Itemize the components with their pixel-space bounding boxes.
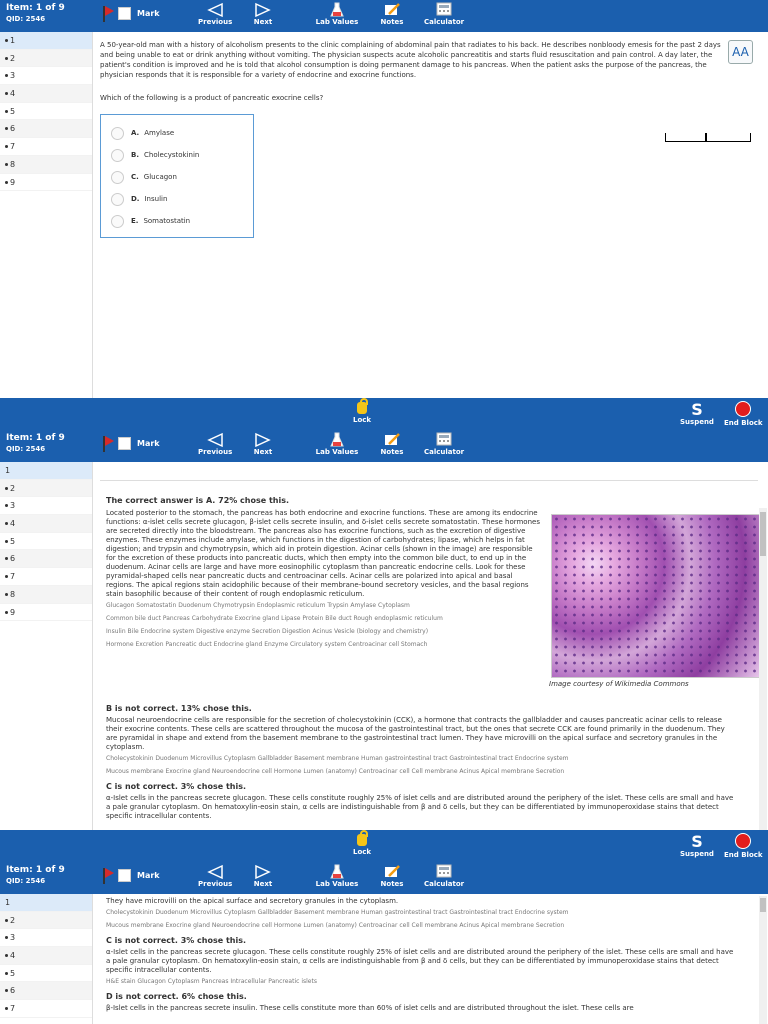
bullet-icon <box>5 504 8 507</box>
topic-tags[interactable]: H&E stain Glucagon Cytoplasm Pancreas Intracellular Pancreatic islets <box>106 978 317 985</box>
bottom-toolbar <box>0 830 768 862</box>
c-heading: C is not correct. 3% chose this. <box>106 782 247 791</box>
calculator-icon <box>435 2 453 18</box>
lock-label: Lock <box>353 416 372 424</box>
mark-toggle[interactable] <box>100 4 160 22</box>
bullet-icon <box>5 557 8 560</box>
lab-values-button[interactable] <box>315 432 359 456</box>
nav-item-label: 2 <box>10 53 16 63</box>
nav-item-5[interactable] <box>0 533 92 551</box>
nav-item-label: 3 <box>10 933 16 943</box>
answer-b[interactable] <box>111 144 253 166</box>
answer-letter: E. <box>131 217 139 225</box>
next-button[interactable] <box>250 864 276 888</box>
previous-label: Previous <box>198 880 233 888</box>
radio-button[interactable] <box>111 193 124 206</box>
topic-tags[interactable]: Glucagon Somatostatin Duodenum Chymotrypsin Endoplasmic reticulum Trypsin Amylase Cytoplasm <box>106 602 410 609</box>
lock-icon <box>357 834 367 846</box>
answer-letter: D. <box>131 195 140 203</box>
bullet-icon <box>5 954 8 957</box>
question-frame <box>0 0 768 398</box>
previous-button[interactable] <box>198 432 232 456</box>
image-caption: Image courtesy of Wikimedia Commons <box>549 680 689 688</box>
flask-icon <box>329 864 345 880</box>
notes-icon <box>383 2 401 18</box>
next-label: Next <box>253 448 273 456</box>
nav-item-label: 6 <box>10 124 16 134</box>
explanation-correct <box>106 496 542 651</box>
question-stem: Which of the following is a product of pancreatic exocrine cells? <box>100 94 324 102</box>
bullet-icon <box>5 611 8 614</box>
nav-item-label: 4 <box>10 89 16 99</box>
calculator-button[interactable] <box>424 2 464 26</box>
suspend-label: Suspend <box>680 850 714 858</box>
answer-letter: A. <box>131 129 140 137</box>
question-nav-sidebar <box>0 894 93 1024</box>
bullet-icon <box>5 919 8 922</box>
previous-label: Previous <box>198 18 233 26</box>
bullet-icon <box>5 39 8 42</box>
c-explanation: α-Islet cells in the pancreas secrete glucagon. These cells constitute roughly 25% of islet cells and are distributed around the periphery of the islet. These cells are small and have a pale granular cytoplasm. On hematoxylin-eosin stain, α cells are indistinguishable from β and δ cells, but they can be differentiated by immunoperoxidase stains that detect specific intracellular contents. <box>106 794 734 820</box>
nav-item-6[interactable] <box>0 120 92 138</box>
previous-label: Previous <box>198 448 233 456</box>
bullet-icon <box>5 487 8 490</box>
mark-toggle[interactable] <box>100 866 160 884</box>
bullet-icon <box>5 540 8 543</box>
top-toolbar <box>0 430 768 462</box>
mark-checkbox[interactable] <box>118 437 131 450</box>
nav-item-8[interactable] <box>0 586 92 604</box>
bullet-icon <box>5 972 8 975</box>
top-toolbar <box>0 0 768 32</box>
mark-label: Mark <box>137 8 160 18</box>
nav-item-7[interactable] <box>0 568 92 586</box>
calculator-button[interactable] <box>424 432 464 456</box>
nav-item-2[interactable] <box>0 480 92 498</box>
nav-item-label: 7 <box>10 142 16 152</box>
nav-item-label: 9 <box>10 177 16 187</box>
histology-image <box>551 514 761 678</box>
radio-button[interactable] <box>111 171 124 184</box>
mark-label: Mark <box>137 438 160 448</box>
answer-c[interactable] <box>111 166 253 188</box>
correct-heading: The correct answer is A. 72% chose this. <box>106 496 290 505</box>
nav-item-1[interactable] <box>0 32 92 50</box>
nav-item-label: 1 <box>5 466 11 475</box>
nav-item-3[interactable] <box>0 67 92 85</box>
explanation-incorrect <box>106 704 736 821</box>
bullet-icon <box>5 181 8 184</box>
previous-arrow-icon <box>206 2 224 18</box>
topic-tags[interactable]: Common bile duct Pancreas Carbohydrate Exocrine gland Lipase Protein Bile duct Rough endoplasmic reticulum <box>106 615 443 622</box>
topic-tags[interactable]: Mucous membrane Exocrine gland Neuroendocrine cell Hormone Lumen (anatomy) Centroacinar cell Cell membrane Acinus Apical membrane Secretion <box>106 768 565 775</box>
radio-button[interactable] <box>111 215 124 228</box>
question-vignette: A 50-year-old man with a history of alcoholism presents to the clinic complaining of abdominal pain that radiates to his back. He describes nonbloody emesis for the past 2 days and being unable to eat or drink anything without vomiting. The physician suspects acute alcoholic pancreatitis and starts fluid resuscitation and pain control. A day later, the patient's condition is improved and he is told that alcohol consumption is doing permanent damage to his pancreas. When the patient asks the purpose of the pancreas, the physician responds that it is responsible for a variety of endocrine and exocrine functions. <box>100 41 721 79</box>
answer-a[interactable] <box>111 122 253 144</box>
suspend-button[interactable] <box>680 833 714 858</box>
nav-item-label: 8 <box>10 159 16 169</box>
explanation-scrollbar[interactable] <box>759 508 767 830</box>
qid-label: QID: 2546 <box>6 445 46 453</box>
bullet-icon <box>5 145 8 148</box>
nav-item-label: 1 <box>5 898 11 907</box>
nav-item-2[interactable] <box>0 50 92 68</box>
bullet-icon <box>5 127 8 130</box>
calculator-label: Calculator <box>424 448 465 456</box>
nav-item-label: 3 <box>10 71 16 81</box>
explanation-frame <box>0 430 768 830</box>
nav-item-label: 7 <box>10 1004 16 1014</box>
item-label: Item: 1 of 9 <box>6 3 65 13</box>
nav-item-5[interactable] <box>0 103 92 121</box>
explanation-continued <box>106 897 736 1013</box>
nav-item-label: 5 <box>10 536 16 546</box>
nav-item-label: 5 <box>10 968 16 978</box>
stop-icon <box>735 401 751 417</box>
nav-item-9[interactable] <box>0 174 92 192</box>
notes-label: Notes <box>380 448 404 456</box>
nav-item-5[interactable] <box>0 965 92 983</box>
next-button[interactable] <box>250 2 276 26</box>
end-block-button[interactable] <box>724 401 763 427</box>
lab-values-label: Lab Values <box>315 448 359 456</box>
divider <box>100 480 758 481</box>
lab-values-label: Lab Values <box>315 18 359 26</box>
top-toolbar <box>0 862 768 894</box>
item-counter <box>6 433 65 455</box>
nav-item-8[interactable] <box>0 156 92 174</box>
font-size-slider[interactable] <box>665 133 751 143</box>
notes-icon <box>383 432 401 448</box>
bottom-toolbar <box>0 398 768 430</box>
bullet-icon <box>5 593 8 596</box>
flag-icon <box>100 434 114 452</box>
flask-icon <box>329 2 345 18</box>
bullet-icon <box>5 74 8 77</box>
mark-label: Mark <box>137 870 160 880</box>
calculator-label: Calculator <box>424 880 465 888</box>
topic-tags[interactable]: Hormone Excretion Pancreatic duct Endocrine gland Enzyme Circulatory system Centroacinar cell Stomach <box>106 641 428 648</box>
d-explanation: β-Islet cells in the pancreas secrete insulin. These cells constitute more than 60% of islet cells and are distributed throughout the islet. These cells are <box>106 1004 634 1012</box>
calculator-icon <box>435 864 453 880</box>
lab-values-button[interactable] <box>315 864 359 888</box>
nav-item-label: 5 <box>10 106 16 116</box>
previous-button[interactable] <box>198 2 232 26</box>
nav-item-4[interactable] <box>0 947 92 965</box>
correct-explanation: Located posterior to the stomach, the pancreas has both endocrine and exocrine functions. These are among its endocrine functions: α-islet cells secrete glucagon, β-islet cells secrete insulin, and δ-islet cells secrete somatostatin. These hormones are secreted directly into the bloodstream. The pancreas also has exocrine functions, such as the excretion of digestive enzymes. These enzymes include amylase, which functions in the digestion of carbohydrates; lipase, which helps in fat digestion; and trypsin and chymotrypsin, which aid in protein digestion. Acinar cells (shown in the image) are responsible for the excretion of these products into pancreatic ducts, which then empty into the common bile duct, to end up in the duodenum. Acinar cells are large and have more eosinophilic cytoplasm than pancreatic endocrine cells. Look for these pyramidal-shaped cells near pancreatic ducts and centroacinar cells. Acinar cells are polarized into apical and basal regions. The apical regions stain acidophilic because of their membrane-bound secretory vesicles, and the basal regions stain basophilic because of their content of rough endoplasmic reticulum. <box>106 509 540 598</box>
bullet-icon <box>5 57 8 60</box>
notes-label: Notes <box>380 18 404 26</box>
font-size-toggle[interactable] <box>728 40 753 64</box>
topic-tags[interactable]: Mucous membrane Exocrine gland Neuroendocrine cell Hormone Lumen (anatomy) Centroacinar cell Cell membrane Acinus Apical membrane Secretion <box>106 922 565 929</box>
end-block-label: End Block <box>724 851 763 859</box>
b-explanation: Mucosal neuroendocrine cells are responsible for the secretion of cholecystokinin (CCK), a hormone that contracts the gallbladder and causes pancreatic acinar cells to release their exocrine contents. These cells are scattered throughout the mucosa of the gastrointestinal tract, but the ones that secrete CCK are found primarily in the duodenum. They are pyramidal in shape and extend from the basement membrane to the gastrointestinal tract lumen. They have microvilli on the apical surface and secretory granules in the cytoplasm. <box>106 716 725 751</box>
b-explanation-tail: They have microvilli on the apical surface and secretory granules in the cytoplasm. <box>106 897 399 905</box>
nav-item-4[interactable] <box>0 515 92 533</box>
answer-text: Amylase <box>144 129 175 137</box>
next-arrow-icon <box>254 2 272 18</box>
qid-label: QID: 2546 <box>6 15 46 23</box>
calculator-label: Calculator <box>424 18 465 26</box>
end-block-button[interactable] <box>724 833 763 859</box>
notes-label: Notes <box>380 880 404 888</box>
bullet-icon <box>5 936 8 939</box>
previous-arrow-icon <box>206 432 224 448</box>
answer-text: Insulin <box>144 195 168 203</box>
nav-item-6[interactable] <box>0 550 92 568</box>
nav-item-label: 2 <box>10 483 16 493</box>
nav-item-label: 1 <box>10 36 16 45</box>
bullet-icon <box>5 575 8 578</box>
lock-button[interactable] <box>353 402 371 424</box>
mark-checkbox[interactable] <box>118 869 131 882</box>
nav-item-1[interactable] <box>0 894 92 912</box>
question-nav-sidebar <box>0 462 93 830</box>
nav-item-label: 4 <box>10 519 16 529</box>
bullet-icon <box>5 92 8 95</box>
calculator-button[interactable] <box>424 864 464 888</box>
nav-item-label: 7 <box>10 572 16 582</box>
answer-e[interactable] <box>111 210 253 232</box>
notes-button[interactable] <box>380 432 404 456</box>
topic-tags[interactable]: Insulin Bile Endocrine system Digestive enzyme Secretion Digestion Acinus Vesicle (biology and chemistry) <box>106 628 429 635</box>
nav-item-3[interactable] <box>0 929 92 947</box>
bullet-icon <box>5 163 8 166</box>
next-arrow-icon <box>254 432 272 448</box>
next-label: Next <box>253 880 273 888</box>
flag-icon <box>100 866 114 884</box>
answer-choices <box>100 114 254 238</box>
d-heading: D is not correct. 6% chose this. <box>106 992 247 1001</box>
topic-tags[interactable]: Cholecystokinin Duodenum Microvillus Cytoplasm Gallbladder Basement membrane Human gastrointestinal tract Gastrointestinal tract Endocrine system <box>106 755 569 762</box>
nav-item-label: 8 <box>10 589 16 599</box>
bullet-icon <box>5 522 8 525</box>
nav-item-7[interactable] <box>0 138 92 156</box>
radio-button[interactable] <box>111 127 124 140</box>
lock-icon <box>357 402 367 414</box>
previous-button[interactable] <box>198 864 232 888</box>
mark-checkbox[interactable] <box>118 7 131 20</box>
suspend-label: Suspend <box>680 418 714 426</box>
next-arrow-icon <box>254 864 272 880</box>
bullet-icon <box>5 1007 8 1010</box>
slider-handle[interactable] <box>705 133 707 142</box>
lock-button[interactable] <box>353 834 371 856</box>
nav-item-4[interactable] <box>0 85 92 103</box>
nav-item-1[interactable] <box>0 462 92 480</box>
nav-item-7[interactable] <box>0 1000 92 1018</box>
explanation-scrollbar[interactable] <box>759 896 767 1024</box>
notes-button[interactable] <box>380 2 404 26</box>
lock-label: Lock <box>353 848 372 856</box>
answer-text: Cholecystokinin <box>144 151 200 159</box>
nav-item-label: 2 <box>10 915 16 925</box>
previous-arrow-icon <box>206 864 224 880</box>
lab-values-button[interactable] <box>315 2 359 26</box>
b-heading: B is not correct. 13% chose this. <box>106 704 252 713</box>
flag-icon <box>100 4 114 22</box>
nav-item-label: 6 <box>10 986 16 996</box>
bullet-icon <box>5 110 8 113</box>
nav-item-label: 9 <box>10 607 16 617</box>
suspend-icon: S <box>691 400 703 419</box>
mark-toggle[interactable] <box>100 434 160 452</box>
end-block-label: End Block <box>724 419 763 427</box>
qid-label: QID: 2546 <box>6 877 46 885</box>
stop-icon <box>735 833 751 849</box>
next-label: Next <box>253 18 273 26</box>
item-counter <box>6 865 65 887</box>
next-button[interactable] <box>250 432 276 456</box>
nav-item-label: 4 <box>10 951 16 961</box>
suspend-button[interactable] <box>680 401 714 426</box>
nav-item-3[interactable] <box>0 497 92 515</box>
bullet-icon <box>5 989 8 992</box>
answer-text: Somatostatin <box>143 217 191 225</box>
item-label: Item: 1 of 9 <box>6 433 65 443</box>
nav-item-label: 6 <box>10 554 16 564</box>
lab-values-label: Lab Values <box>315 880 359 888</box>
item-label: Item: 1 of 9 <box>6 865 65 875</box>
question-nav-sidebar <box>0 32 93 398</box>
answer-text: Glucagon <box>143 173 177 181</box>
topic-tags[interactable]: Cholecystokinin Duodenum Microvillus Cytoplasm Gallbladder Basement membrane Human gastrointestinal tract Gastrointestinal tract Endocrine system <box>106 909 569 916</box>
font-size-icon: AA <box>732 45 749 59</box>
nav-item-label: 3 <box>10 501 16 511</box>
notes-icon <box>383 864 401 880</box>
flask-icon <box>329 432 345 448</box>
nav-item-9[interactable] <box>0 604 92 622</box>
c-explanation: α-Islet cells in the pancreas secrete glucagon. These cells constitute roughly 25% of islet cells and are distributed around the periphery of the islet. These cells are small and have a pale granular cytoplasm. On hematoxylin-eosin stain, α cells are indistinguishable from β and δ cells, but they can be differentiated by immunoperoxidase stains that detect specific intracellular contents. <box>106 948 734 974</box>
answer-letter: C. <box>131 173 139 181</box>
nav-item-2[interactable] <box>0 912 92 930</box>
explanation-scrolled-frame <box>0 862 768 1024</box>
calculator-icon <box>435 432 453 448</box>
item-counter <box>6 3 65 25</box>
answer-d[interactable] <box>111 188 253 210</box>
notes-button[interactable] <box>380 864 404 888</box>
radio-button[interactable] <box>111 149 124 162</box>
nav-item-6[interactable] <box>0 982 92 1000</box>
c-heading: C is not correct. 3% chose this. <box>106 936 247 945</box>
suspend-icon: S <box>691 832 703 851</box>
answer-letter: B. <box>131 151 139 159</box>
